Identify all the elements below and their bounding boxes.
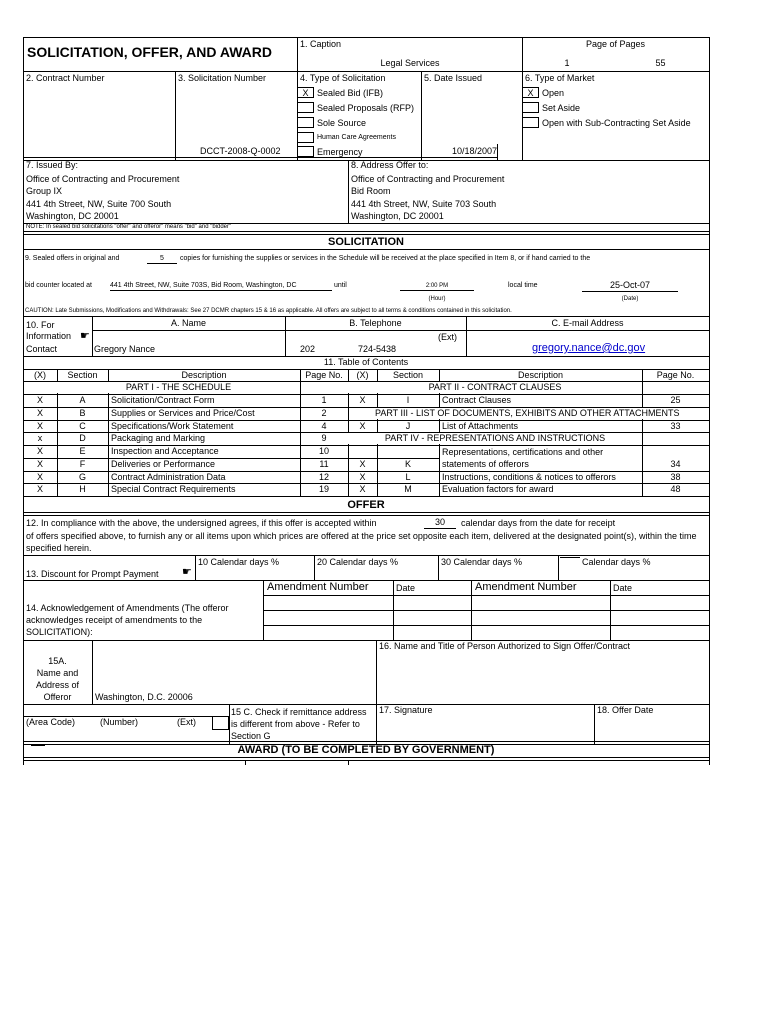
- amendment-number-header: Amendment Number: [267, 581, 369, 593]
- hour-value: 2:00 PM: [400, 283, 474, 291]
- amendments-label: acknowledges receipt of amendments to the: [26, 615, 203, 625]
- local-time-label: local time: [508, 282, 538, 289]
- caution-text: CAUTION: Late Submissions, Modifications and Withdrawals: See 27 DCMR chapters 15 & 16 as applicable. All offers are subject to all terms & conditions contained in this solicitation.: [25, 308, 512, 314]
- amendments-label: SOLICITATION):: [26, 627, 93, 637]
- toc-header-description: Description: [517, 370, 564, 380]
- toc-row-description: List of Attachments: [442, 421, 519, 431]
- hour-caption: (Hour): [428, 296, 446, 302]
- toc-row-x: X: [359, 395, 366, 405]
- issued-by-line: Washington, DC 20001: [26, 211, 119, 221]
- toc-row-x: X: [359, 421, 366, 431]
- offeror-label: Name and: [36, 668, 79, 678]
- toc-row-page: 11: [319, 459, 329, 469]
- offer-text-12a: 12. In compliance with the above, the undersigned agrees, if this offer is accepted within: [26, 518, 377, 528]
- offer-heading: OFFER: [347, 499, 385, 511]
- remittance-checkbox[interactable]: [212, 716, 229, 730]
- toc-row-description: statements of offerors: [442, 459, 529, 469]
- toc-row-section: D: [79, 433, 86, 443]
- discount-10-days: 10 Calendar days %: [198, 557, 280, 567]
- toc-row-section: M: [404, 484, 412, 494]
- toc-row-description: Representations, certifications and other: [442, 447, 604, 457]
- date-value: 25-Oct-07: [582, 280, 678, 292]
- toc-row-page: 1: [321, 395, 327, 405]
- toc-header-page: Page No.: [305, 370, 343, 380]
- toc-row-section: I: [406, 395, 410, 405]
- toc-header-x: (X): [356, 370, 369, 380]
- type-of-solicitation-label: 4. Type of Solicitation: [300, 73, 386, 83]
- date-issued-label: 5. Date Issued: [424, 73, 483, 83]
- contact-number: 724-5438: [358, 344, 397, 354]
- date-issued: 10/18/2007: [452, 146, 498, 156]
- toc-row-x: X: [36, 408, 43, 418]
- toc-row-page: 4: [321, 421, 327, 431]
- toc-row-description: Special Contract Requirements: [111, 484, 236, 494]
- open-market-checkbox[interactable]: X: [522, 87, 539, 98]
- telephone-header: B. Telephone: [349, 318, 402, 328]
- offeror-label: Offeror: [43, 692, 72, 702]
- sealed-bid-checkbox[interactable]: X: [297, 87, 314, 98]
- offeror-label: Address of: [35, 680, 80, 690]
- sole-source-label: Sole Source: [317, 118, 367, 128]
- toc-row-description: Instructions, conditions & notices to offerors: [442, 472, 616, 482]
- bid-counter-location: 441 4th Street, NW, Suite 703S, Bid Room, Washington, DC: [110, 282, 332, 291]
- toc-row-section: F: [79, 459, 86, 469]
- toc-row-page: 19: [318, 484, 329, 494]
- sub-contracting-checkbox[interactable]: [522, 117, 539, 128]
- address-offer-label: 8. Address Offer to:: [351, 160, 429, 170]
- discount-20-days: 20 Calendar days %: [317, 557, 399, 567]
- total-pages: 55: [655, 58, 666, 68]
- part-1-heading: PART I - THE SCHEDULE: [57, 382, 300, 393]
- bid-counter-label: bid counter located at: [25, 282, 92, 289]
- human-care-checkbox[interactable]: [297, 132, 314, 143]
- remittance-text: is different from above - Refer to: [231, 719, 360, 729]
- email-header: C. E-mail Address: [551, 318, 624, 328]
- phone-ext-label: (Ext): [177, 717, 196, 727]
- set-aside-label: Set Aside: [542, 103, 581, 113]
- toc-header-description: Description: [181, 370, 227, 380]
- sole-source-checkbox[interactable]: [297, 117, 314, 128]
- toc-row-x: X: [359, 472, 366, 482]
- type-of-market-label: 6. Type of Market: [525, 73, 595, 83]
- until-label: until: [334, 282, 347, 289]
- ext-label: (Ext): [438, 332, 457, 342]
- caption-label: 1. Caption: [300, 39, 342, 49]
- issued-by-line: Group IX: [26, 186, 63, 196]
- solicitation-number: DCCT-2008-Q-0002: [200, 146, 281, 156]
- offer-text-12c: of offers specified above, to furnish any or all items upon which prices are offered at the price set opposite each item, delivered at the designated point(s), within the time: [26, 531, 697, 541]
- form-title: SOLICITATION, OFFER, AND AWARD: [27, 44, 272, 60]
- toc-row-page: 12: [318, 472, 329, 482]
- discount-custom-days-field[interactable]: [560, 557, 580, 558]
- award-heading: AWARD (TO BE COMPLETED BY GOVERNMENT): [237, 744, 495, 756]
- toc-row-description: Evaluation factors for award: [442, 484, 554, 494]
- discount-custom-days: Calendar days %: [582, 557, 651, 567]
- offer-text-12d: specified herein.: [26, 543, 92, 553]
- set-aside-checkbox[interactable]: [522, 102, 539, 113]
- toc-title: 11. Table of Contents: [323, 357, 409, 367]
- emergency-checkbox[interactable]: [297, 146, 314, 157]
- note: NOTE: In sealed bid solicitations "offer" and offeror" means "bid" and "bidder": [26, 224, 232, 230]
- acceptance-days: 30: [424, 517, 456, 529]
- toc-row-section: B: [79, 408, 86, 418]
- toc-row-x: X: [36, 421, 43, 431]
- human-care-label: Human Care Agreements: [317, 134, 396, 141]
- toc-row-page: 33: [670, 421, 681, 431]
- toc-header-section: Section: [392, 370, 424, 380]
- toc-row-description: Contract Clauses: [442, 395, 512, 405]
- toc-row-section: E: [79, 446, 86, 456]
- offer-date-label: 18. Offer Date: [597, 705, 654, 715]
- contact-label-line: 10. For: [26, 320, 55, 330]
- pointing-hand-icon: ☛: [182, 566, 192, 578]
- toc-row-x: X: [36, 395, 43, 405]
- address-offer-line: Bid Room: [351, 186, 391, 196]
- amendment-number-header: Amendment Number: [475, 581, 577, 593]
- offeror-label: 15A.: [48, 656, 67, 666]
- toc-row-description: Deliveries or Performance: [111, 459, 216, 469]
- open-market-label: Open: [542, 88, 565, 98]
- caption-value: Legal Services: [380, 58, 440, 68]
- issued-by-label: 7. Issued By:: [26, 160, 79, 170]
- solicitation-number-label: 3. Solicitation Number: [178, 73, 267, 83]
- toc-row-description: Specifications/Work Statement: [111, 421, 234, 431]
- emergency-label: Emergency: [317, 147, 363, 157]
- toc-row-description: Inspection and Acceptance: [111, 446, 219, 456]
- toc-row-x: X: [36, 484, 43, 494]
- name-header: A. Name: [170, 318, 206, 328]
- discount-30-days: 30 Calendar days %: [441, 557, 523, 567]
- authorized-signer-label: 16. Name and Title of Person Authorized to Sign Offer/Contract: [379, 641, 630, 651]
- toc-row-page: 2: [321, 408, 327, 418]
- issued-by-line: 441 4th Street, NW, Suite 700 South: [26, 199, 172, 209]
- toc-row-section: K: [404, 459, 411, 469]
- toc-row-section: H: [79, 484, 86, 494]
- toc-row-section: L: [405, 472, 411, 482]
- contact-area-code: 202: [300, 344, 316, 354]
- address-offer-line: Office of Contracting and Procurement: [351, 174, 505, 184]
- toc-row-page: 10: [318, 446, 329, 456]
- toc-row-x: X: [359, 459, 366, 469]
- discount-label: 13. Discount for Prompt Payment: [26, 569, 159, 579]
- issued-by-line: Office of Contracting and Procurement: [26, 174, 180, 184]
- toc-row-description: Packaging and Marking: [111, 433, 206, 443]
- offeror-address: Washington, D.C. 20006: [95, 692, 193, 702]
- page-number: 1: [564, 58, 570, 68]
- remittance-text: Section G: [231, 731, 271, 741]
- toc-header-x: (X): [34, 370, 46, 380]
- sealed-proposals-label: Sealed Proposals (RFP): [317, 103, 415, 113]
- solicitation-heading: SOLICITATION: [328, 236, 404, 248]
- contact-label-line: Contact: [26, 344, 58, 354]
- pointing-hand-icon: ☛: [80, 330, 90, 342]
- toc-row-page: 38: [670, 472, 681, 482]
- toc-header-page: Page No.: [656, 370, 695, 380]
- sealed-offers-text: 9. Sealed offers in original and: [25, 255, 120, 262]
- toc-row-page: 25: [670, 395, 681, 405]
- amendment-date-header: Date: [396, 583, 416, 593]
- offer-text-12b: calendar days from the date for receipt: [461, 518, 616, 528]
- part-2-heading: PART II - CONTRACT CLAUSES: [348, 382, 642, 393]
- sub-contracting-label: Open with Sub-Contracting Set Aside: [542, 118, 691, 128]
- part-4-heading: PART IV - REPRESENTATIONS AND INSTRUCTIONS: [348, 433, 642, 444]
- amendments-label: 14. Acknowledgement of Amendments (The offeror: [26, 603, 229, 613]
- toc-row-page: 48: [670, 484, 681, 494]
- toc-row-section: G: [78, 472, 86, 482]
- copies-value: 5: [147, 255, 177, 264]
- part-3-heading: PART III - LIST OF DOCUMENTS, EXHIBITS AND OTHER ATTACHMENTS: [375, 408, 680, 418]
- signature-label: 17. Signature: [379, 705, 433, 715]
- toc-row-section: C: [79, 421, 86, 431]
- area-code-label: (Area Code): [26, 717, 76, 727]
- toc-row-page: 9: [321, 433, 327, 443]
- toc-row-x: x: [37, 433, 43, 443]
- toc-row-x: X: [359, 484, 366, 494]
- toc-header-section: Section: [67, 370, 98, 380]
- sealed-proposals-checkbox[interactable]: [297, 102, 314, 113]
- toc-row-page: 34: [670, 459, 681, 469]
- amendment-date-header: Date: [613, 583, 633, 593]
- toc-row-section: A: [79, 395, 86, 405]
- toc-row-section: J: [405, 421, 411, 431]
- toc-row-x: X: [36, 446, 43, 456]
- address-offer-line: 441 4th Street, NW, Suite 703 South: [351, 199, 497, 209]
- toc-row-description: Solicitation/Contract Form: [111, 395, 215, 405]
- contact-label-line: Information: [26, 331, 72, 341]
- toc-row-x: X: [36, 472, 43, 482]
- contact-email-link[interactable]: gregory.nance@dc.gov: [532, 342, 646, 354]
- address-offer-line: Washington, DC 20001: [351, 211, 444, 221]
- contract-number-label: 2. Contract Number: [26, 73, 105, 83]
- sealed-bid-label: Sealed Bid (IFB): [317, 88, 384, 98]
- remittance-text: 15 C. Check if remittance address: [231, 707, 367, 717]
- page-of-pages-label: Page of Pages: [586, 39, 646, 49]
- copies-description: copies for furnishing the supplies or services in the Schedule will be received at the place specified in Item 8, or if hand carried to the: [180, 255, 591, 262]
- toc-row-description: Supplies or Services and Price/Cost: [111, 408, 255, 418]
- toc-row-description: Contract Administration Data: [111, 472, 226, 482]
- contact-name: Gregory Nance: [94, 344, 156, 354]
- phone-number-label: (Number): [100, 717, 139, 727]
- date-caption: (Date): [621, 296, 639, 302]
- toc-row-x: X: [36, 459, 43, 469]
